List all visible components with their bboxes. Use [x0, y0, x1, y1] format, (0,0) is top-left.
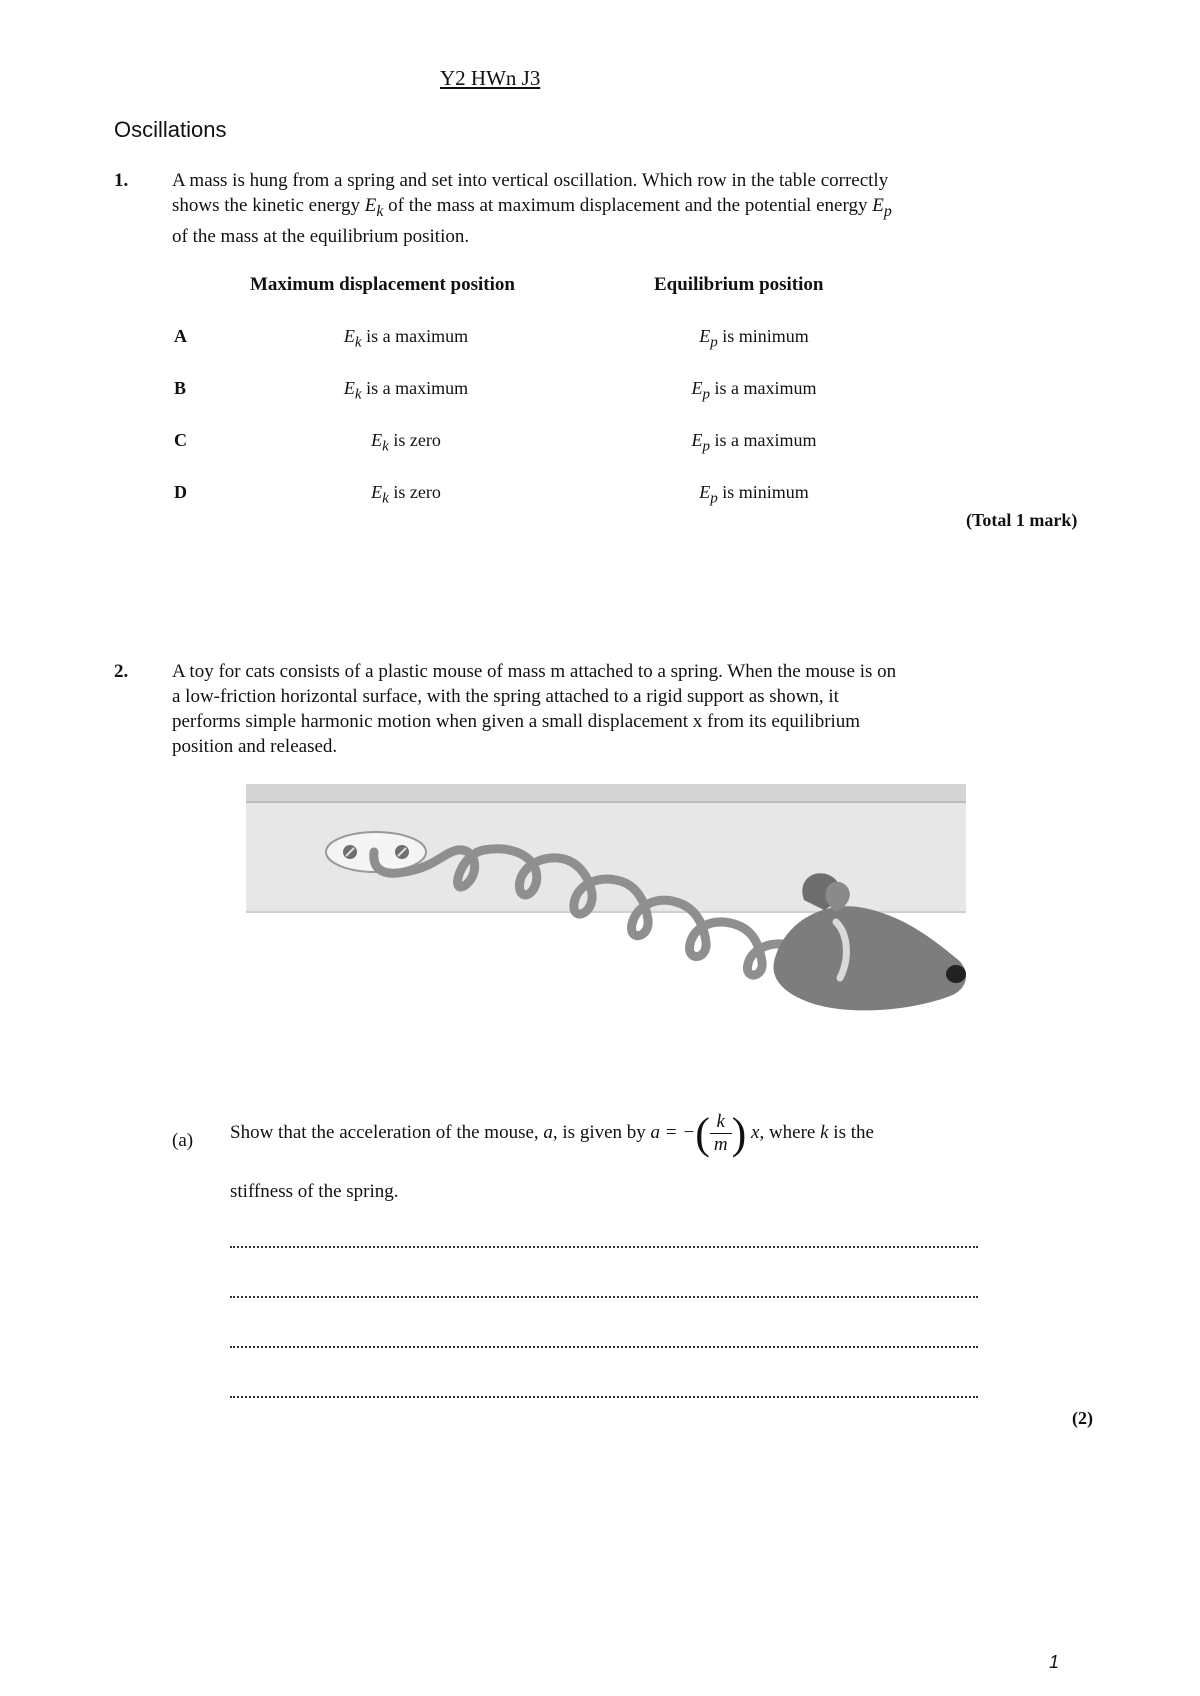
question-2-number: 2. [114, 661, 129, 682]
question-2-line-2: a low-friction horizontal surface, with the spring attached to a rigid support as shown, it [172, 686, 839, 707]
fraction-k-over-m: $\frac{k}{m}$ [710, 1111, 732, 1156]
support-top-edge [246, 784, 966, 802]
answer-line[interactable] [230, 1246, 978, 1248]
question-1-line-1: A mass is hung from a spring and set into vertical oscillation. Which row in the table correctly [172, 170, 889, 191]
question-1-text [172, 168, 1052, 249]
row-c-col1: $E_k$ is zero [371, 430, 441, 455]
table-header-max-displacement: Maximum displacement position [250, 274, 515, 295]
row-label: C [174, 430, 187, 450]
row-c-col2: $E_p$ is a maximum [691, 430, 817, 455]
section-title: Oscillations [114, 117, 227, 142]
question-2-line-3: performs simple harmonic motion when given a small displacement x from its equilibrium [172, 711, 861, 732]
row-a-col1: $E_k$ is a maximum [343, 326, 469, 351]
part-a-marks: (2) [1072, 1408, 1093, 1428]
part-a-text: Show that the acceleration of the mouse, a, is given by a = −( $\frac{k}{m}$ ) x, where k is the [230, 1109, 874, 1158]
part-a-line-2: stiffness of the spring. [230, 1181, 399, 1202]
row-b-col1: $E_k$ is a maximum [343, 378, 469, 403]
row-label: B [174, 378, 187, 398]
toy-mouse [773, 906, 966, 1010]
question-1-number: 1. [114, 170, 129, 191]
row-label: A [174, 326, 187, 346]
mouse-nose [946, 965, 966, 983]
question-1-line-2: shows the kinetic energy $E_k$ of the mass at maximum displacement and the potential energy $E_p$ [172, 195, 892, 220]
answer-line[interactable] [230, 1346, 978, 1348]
spring-mouse-figure [244, 782, 980, 1034]
row-b-col2: $E_p$ is a maximum [691, 378, 817, 403]
table-header-equilibrium: Equilibrium position [654, 274, 824, 295]
answer-line[interactable] [230, 1396, 978, 1398]
question-2-text [172, 659, 1052, 759]
question-2-line-4: position and released. [172, 736, 338, 757]
row-label: D [174, 482, 187, 502]
answer-line[interactable] [230, 1296, 978, 1298]
page-number: 1 [1049, 1652, 1060, 1672]
row-d-col2: $E_p$ is minimum [699, 482, 809, 507]
row-a-col2: $E_p$ is minimum [699, 326, 809, 351]
document-code: Y2 HWn J3 [440, 66, 541, 90]
row-d-col1: $E_k$ is zero [371, 482, 441, 507]
question-1-marks: (Total 1 mark) [966, 510, 1078, 530]
question-2-line-1: A toy for cats consists of a plastic mouse of mass m attached to a spring. When the mouse is on [172, 661, 897, 682]
question-1-line-3: of the mass at the equilibrium position. [172, 225, 470, 247]
part-a-label: (a) [172, 1130, 194, 1151]
